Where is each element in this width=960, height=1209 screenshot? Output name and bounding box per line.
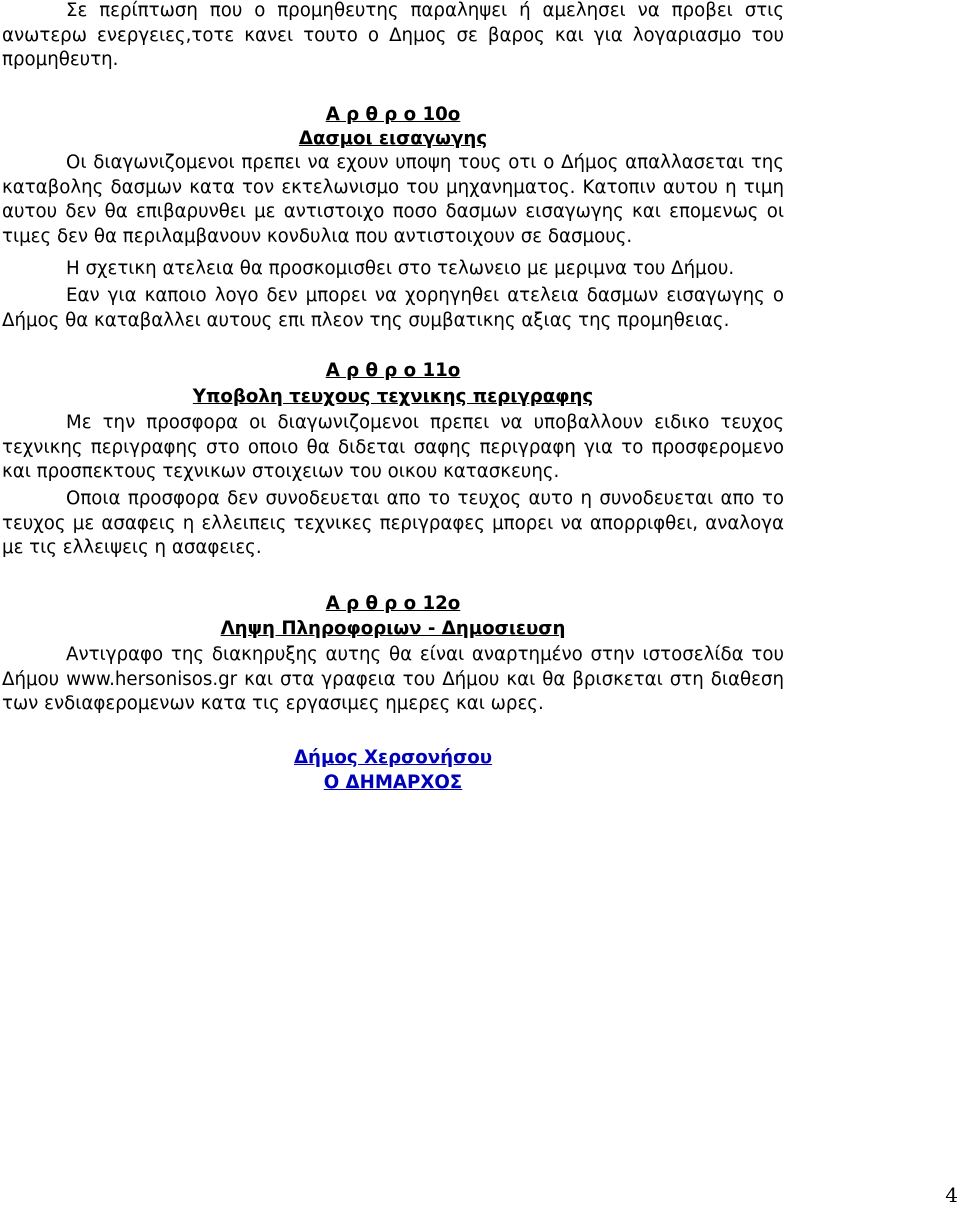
article-10-paragraph-1: Οι διαγωνιζομενοι πρεπει να εχουν υποψη τους οτι ο Δήμος απαλλασεται της καταβολης δασμων κατα τον εκτελωνισμο του μηχανηματος. Κατοπιν αυτου η τιμη αυτου δεν θα επιβαρυνθει με αντιστοιχο ποσο δασμων εισαγωγης και επομενως οι τιμες δεν θα περιλαμβανουν κονδυλια που αντιστοιχουν σε δασμους. xyxy=(2,152,784,247)
article-10-paragraph-2: Η σχετικη ατελεια θα προσκομισθει στο τελωνειο με μεριμνα του Δήμου. xyxy=(66,258,735,279)
article-12-title: Ληψη Πληροφοριων - Δημοσιευση xyxy=(220,618,566,639)
article-12-number: Α ρ θ ρ ο 12ο xyxy=(325,593,461,614)
intro-paragraph: Σε περίπτωση που ο προμηθευτης παραληψει ή αμελησει να προβει στις ανωτερω ενεργειες,τοτε κανει τουτο ο Δημος σε βαρος και για λογαριασμο του προμηθευτη. xyxy=(2,0,784,70)
article-10-number: Α ρ θ ρ ο 10ο xyxy=(325,104,461,125)
article-11-paragraph-1: Με την προσφορα οι διαγωνιζομενοι πρεπει να υποβαλλουν ειδικο τευχος τεχνικης περιγραφης στο οποιο θα διδεται σαφης περιγραφη για το προσφερομενο και προσπεκτους τεχνικων στοιχειων του οικου κατασκευης. xyxy=(2,412,784,482)
article-12-paragraph-1: Αντιγραφο της διακηρυξης αυτης θα είναι αναρτημένο στην ιστοσελίδα του Δήμου www.hersonisos.gr και στα γραφεια του Δήμου και θα βρισκεται στη διαθεση των ενδιαφερομενων κατα τις εργασιμες ημερες και ωρες. xyxy=(2,644,784,714)
page-number: 4 xyxy=(945,1183,958,1207)
signature-mayor: Ο ΔΗΜΑΡΧΟΣ xyxy=(323,772,463,793)
article-11-number: Α ρ θ ρ ο 11ο xyxy=(325,360,461,381)
article-11-title: Υποβολη τευχους τεχνικης περιγραφης xyxy=(192,386,594,407)
article-10-title: Δασμοι εισαγωγης xyxy=(298,128,488,149)
signature-municipality: Δήμος Χερσονήσου xyxy=(293,747,493,768)
article-10-paragraph-3: Εαν για καποιο λογο δεν μπορει να χορηγηθει ατελεια δασμων εισαγωγης ο Δήμος θα καταβαλλει αυτους επι πλεον της συμβατικης αξιας της προμηθειας. xyxy=(2,285,784,331)
article-11-paragraph-2: Οποια προσφορα δεν συνοδευεται απο το τευχος αυτο η συνοδευεται απο το τευχος με ασαφεις η ελλειπεις τεχνικες περιγραφες μπορει να απορριφθει, αναλογα με τις ελλειψεις η ασαφειες. xyxy=(2,488,784,558)
